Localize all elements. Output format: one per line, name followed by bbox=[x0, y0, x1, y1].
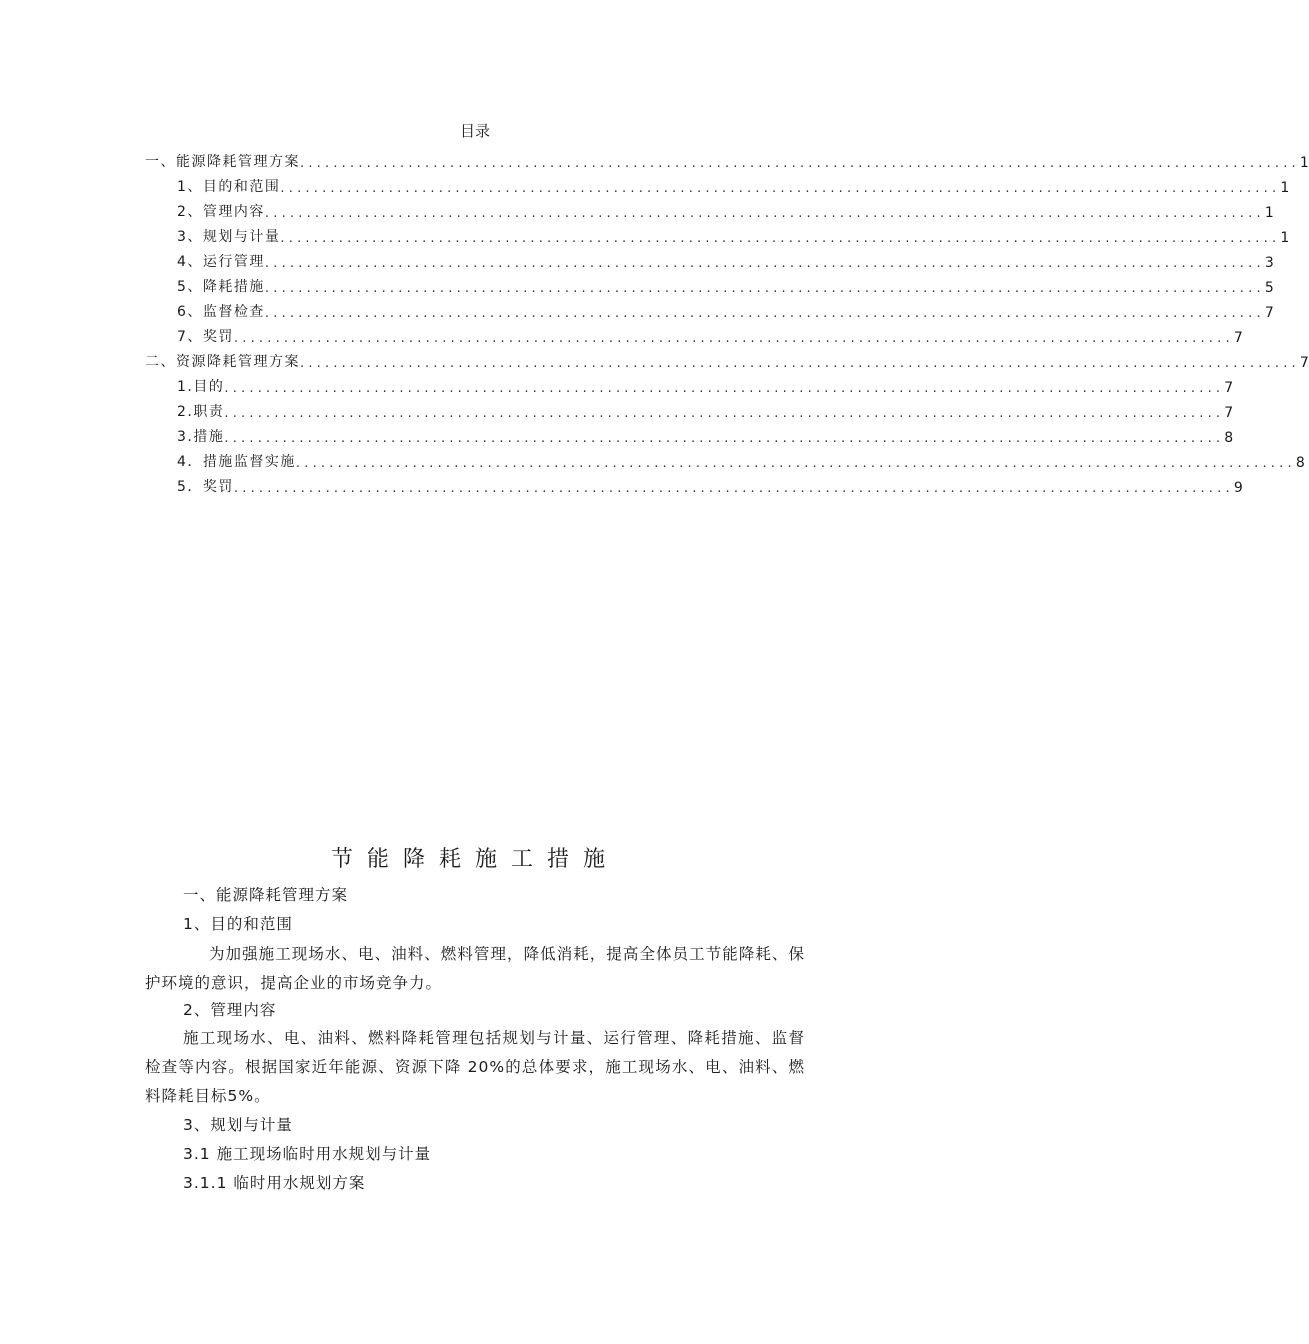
toc-entry[interactable] bbox=[177, 271, 1274, 296]
toc-entry-label: 2、管理内容 bbox=[177, 204, 265, 220]
toc-entry-label: 3、规划与计量 bbox=[177, 229, 281, 245]
toc-leader-dots: ........................................................................................................................ bbox=[300, 156, 1300, 171]
toc-entry-page: 7 bbox=[1299, 355, 1309, 371]
subsection-heading: 3.1.1 临时用水规划方案 bbox=[183, 1174, 366, 1192]
toc-entry[interactable] bbox=[177, 246, 1274, 271]
toc-leader-dots: ........................................................................................................................ bbox=[224, 431, 1225, 446]
subsection-heading: 1、目的和范围 bbox=[183, 915, 293, 933]
toc-leader-dots: ........................................................................................................................ bbox=[300, 356, 1300, 371]
toc-leader-dots: ........................................................................................................................ bbox=[233, 331, 1234, 346]
toc-entry-page: 7 bbox=[1264, 305, 1274, 321]
toc-entry-page: 1 bbox=[1299, 155, 1309, 171]
toc-leader-dots: ........................................................................................................................ bbox=[264, 281, 1265, 296]
toc-leader-dots: ........................................................................................................................ bbox=[295, 456, 1296, 471]
toc-entry[interactable] bbox=[177, 396, 1234, 421]
paragraph: 施工现场水、电、油料、燃料降耗管理包括规划与计量、运行管理、降耗措施、监督检查等内容。根据国家近年能源、资源下降 20%的总体要求，施工现场水、电、油料、燃料降耗目标5%。 bbox=[145, 1029, 805, 1105]
toc-entry[interactable] bbox=[177, 321, 1243, 346]
toc-entry-label: 6、监督检查 bbox=[177, 304, 265, 320]
toc-entry[interactable] bbox=[177, 421, 1234, 446]
toc-entry-label: 1.目的 bbox=[177, 379, 225, 395]
toc-entry-page: 9 bbox=[1233, 480, 1243, 496]
paragraph: 为加强施工现场水、电、油料、燃料管理，降低消耗，提高全体员工节能降耗、保护环境的意识，提高企业的市场竞争力。 bbox=[145, 945, 805, 992]
toc-entry-page: 8 bbox=[1295, 455, 1305, 471]
subsection-heading: 2、管理内容 bbox=[183, 1001, 277, 1019]
toc-entry[interactable] bbox=[177, 471, 1243, 496]
toc-leader-dots: ........................................................................................................................ bbox=[224, 406, 1225, 421]
toc-entry-page: 7 bbox=[1233, 330, 1243, 346]
document-title: 节能降耗施工措施 bbox=[330, 847, 619, 872]
toc-entry[interactable] bbox=[145, 146, 1309, 171]
toc-entry[interactable] bbox=[145, 346, 1309, 371]
toc-entry-label: 7、奖罚 bbox=[177, 329, 234, 345]
toc-entry-page: 7 bbox=[1224, 380, 1234, 396]
toc-entry-page: 5 bbox=[1264, 280, 1274, 296]
toc-entry-page: 8 bbox=[1224, 430, 1234, 446]
toc-entry-label: 5、降耗措施 bbox=[177, 279, 265, 295]
toc-entry[interactable] bbox=[177, 171, 1290, 196]
toc-entry-label: 二、资源降耗管理方案 bbox=[145, 354, 300, 370]
toc-entry-label: 4、运行管理 bbox=[177, 254, 265, 270]
toc-entry[interactable] bbox=[177, 196, 1274, 221]
toc-entry-label: 3.措施 bbox=[177, 429, 225, 445]
toc-entry[interactable] bbox=[177, 221, 1290, 246]
toc-leader-dots: ........................................................................................................................ bbox=[264, 256, 1265, 271]
toc-entry[interactable] bbox=[177, 371, 1234, 396]
toc-title: 目录 bbox=[459, 122, 490, 140]
section-heading: 一、能源降耗管理方案 bbox=[183, 886, 349, 904]
subsection-heading: 3.1 施工现场临时用水规划与计量 bbox=[183, 1145, 432, 1163]
toc-entry-page: 1 bbox=[1264, 205, 1274, 221]
toc-entry-page: 1 bbox=[1280, 180, 1290, 196]
toc-entry-page: 1 bbox=[1280, 230, 1290, 246]
toc-entry-label: 4．措施监督实施 bbox=[177, 454, 296, 470]
toc-leader-dots: ........................................................................................................................ bbox=[224, 381, 1225, 396]
toc-entry-label: 5．奖罚 bbox=[177, 479, 234, 495]
toc-entry[interactable] bbox=[177, 296, 1274, 321]
toc-entry-page: 7 bbox=[1224, 405, 1234, 421]
toc-leader-dots: ........................................................................................................................ bbox=[264, 306, 1265, 321]
toc-entry-label: 一、能源降耗管理方案 bbox=[145, 154, 300, 170]
toc-entry-label: 2.职责 bbox=[177, 404, 225, 420]
toc-entry[interactable] bbox=[177, 446, 1305, 471]
toc-leader-dots: ........................................................................................................................ bbox=[280, 181, 1281, 196]
toc-leader-dots: ........................................................................................................................ bbox=[280, 231, 1281, 246]
toc-entry-page: 3 bbox=[1264, 255, 1274, 271]
subsection-heading: 3、规划与计量 bbox=[183, 1116, 293, 1134]
toc-leader-dots: ........................................................................................................................ bbox=[233, 481, 1234, 496]
toc-leader-dots: ........................................................................................................................ bbox=[264, 206, 1265, 221]
toc-entry-label: 1、目的和范围 bbox=[177, 179, 281, 195]
